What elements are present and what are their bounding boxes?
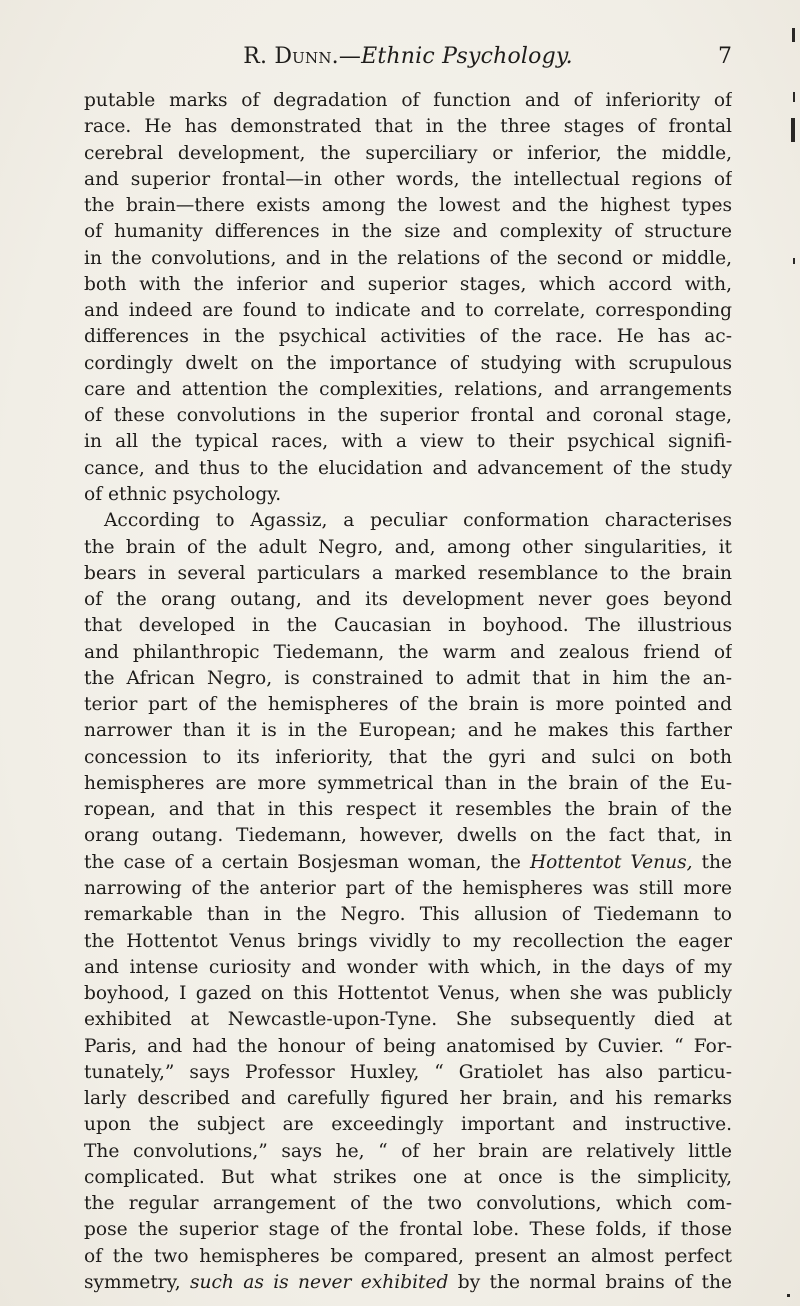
text-line: pose the superior stage of the frontal lobe. These folds, if those	[84, 1219, 732, 1241]
text-line: putable marks of degradation of function and of inferiority of	[84, 90, 732, 111]
text-line: race. He has demonstrated that in the three stages of frontal	[84, 116, 732, 138]
text-line: in the convolutions, and in the relations of the second or middle,	[84, 247, 732, 269]
text-line: hemispheres are more symmetrical than in the brain of the Eu-	[84, 772, 732, 794]
page-edge-mark	[793, 92, 795, 102]
text-line: and intense curiosity and wonder with which, in the days of my	[84, 956, 732, 978]
text-line: cance, and thus to the elucidation and advancement of the study	[84, 457, 732, 479]
text-segment: the case of a certain Bosjesman woman, the	[84, 851, 521, 873]
text-line: boyhood, I gazed on this Hottentot Venus, when she was publicly	[84, 983, 732, 1005]
running-header	[84, 44, 732, 84]
text-line: and philanthropic Tiedemann, the warm and zealous friend of	[84, 641, 732, 663]
body-text	[84, 88, 732, 1296]
text-line: of the two hemispheres be compared, present an almost perfect	[84, 1245, 732, 1267]
page-edge-mark	[787, 1294, 790, 1297]
header-title	[84, 44, 732, 69]
header-author: R. Dunn.	[243, 44, 339, 69]
text-line: and indeed are found to indicate and to correlate, corresponding	[84, 300, 732, 322]
text-line: of humanity differences in the size and complexity of structure	[84, 221, 732, 243]
text-line: in all the typical races, with a view to their psychical signifi-	[84, 431, 732, 453]
italic-term-hottentot-venus: Hottentot Venus,	[529, 851, 693, 873]
text-line-mixed	[84, 1270, 732, 1296]
text-line: orang outang. Tiedemann, however, dwells on the fact that, in	[84, 825, 732, 847]
text-line: care and attention the complexities, relations, and arrangements	[84, 378, 732, 400]
text-line: the regular arrangement of the two convolutions, which com-	[84, 1193, 732, 1215]
text-line: larly described and carefully figured her brain, and his remarks	[84, 1088, 732, 1110]
text-line: The convolutions,” says he, “ of her brain are relatively little	[84, 1140, 732, 1162]
text-line: of ethnic psychology.	[84, 483, 282, 505]
text-line: complicated. But what strikes one at once is the simplicity,	[84, 1166, 732, 1188]
text-line: both with the inferior and superior stages, which accord with,	[84, 273, 732, 295]
text-line-mixed	[84, 850, 732, 876]
text-line: narrowing of the anterior part of the hemispheres was still more	[84, 877, 732, 899]
text-line: of these convolutions in the superior frontal and coronal stage,	[84, 405, 732, 427]
text-line: terior part of the hemispheres of the brain is more pointed and	[84, 694, 732, 716]
header-separator: —	[338, 44, 362, 69]
text-line: concession to its inferiority, that the gyri and sulci on both	[84, 746, 732, 768]
page-edge-mark	[792, 28, 795, 42]
text-line: remarkable than in the Negro. This allusion of Tiedemann to	[84, 904, 732, 926]
text-line: exhibited at Newcastle-upon-Tyne. She subsequently died at	[84, 1009, 732, 1031]
text-line: cerebral development, the superciliary or inferior, the middle,	[84, 142, 732, 164]
text-line: cordingly dwelt on the importance of studying with scrupulous	[84, 352, 732, 374]
text-line: ropean, and that in this respect it resembles the brain of the	[84, 799, 732, 821]
paragraph-start-line: According to Agassiz, a peculiar conformation characterises	[104, 510, 732, 532]
text-line: the African Negro, is constrained to admit that in him the an-	[84, 667, 732, 689]
page-edge-mark	[793, 258, 795, 264]
text-segment: by the normal brains of the	[457, 1271, 732, 1293]
text-line: of the orang outang, and its development never goes beyond	[84, 589, 732, 611]
text-line: tunately,” says Professor Huxley, “ Gratiolet has also particu-	[84, 1061, 732, 1083]
page-number: 7	[718, 44, 732, 69]
text-line: the brain—there exists among the lowest and the highest types	[84, 195, 732, 217]
text-segment: the	[701, 851, 732, 873]
text-line: differences in the psychical activities of the race. He has ac-	[84, 326, 732, 348]
text-segment: symmetry,	[84, 1271, 181, 1293]
text-line: Paris, and had the honour of being anatomised by Cuvier. “ For-	[84, 1035, 732, 1057]
text-line: narrower than it is in the European; and he makes this farther	[84, 720, 732, 742]
page-edge-mark	[791, 118, 795, 142]
text-line: the brain of the adult Negro, and, among other singularities, it	[84, 536, 732, 558]
text-line: the Hottentot Venus brings vividly to my recollection the eager	[84, 930, 732, 952]
text-line: upon the subject are exceedingly important and instructive.	[84, 1114, 732, 1136]
text-line: that developed in the Caucasian in boyhood. The illustrious	[84, 615, 732, 637]
text-line: and superior frontal—in other words, the intellectual regions of	[84, 168, 732, 190]
header-journal: Ethnic Psychology.	[361, 44, 573, 69]
text-line: bears in several particulars a marked resemblance to the brain	[84, 562, 732, 584]
italic-phrase: such as is never exhibited	[189, 1271, 449, 1293]
